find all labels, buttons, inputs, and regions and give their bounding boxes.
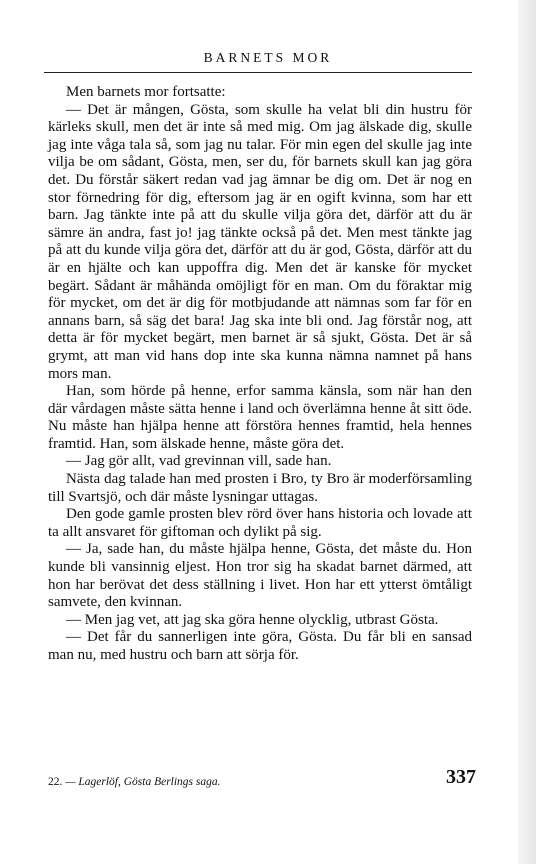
running-header: BARNETS MOR bbox=[203, 50, 333, 65]
paragraph: Den gode gamle prosten blev rörd över hans historia och lovade att ta allt ansvaret för giftoman och dylikt på sig. bbox=[48, 506, 472, 540]
paragraph: — Ja, sade han, du måste hjälpa henne, Gösta, det måste du. Hon kunde bli vansinnig eljest. Hon tror sig ha skadat barnet därmed, att hon har berövat det dess ställning i livet. Hon har ett ytterst ömtåligt samvete, den kvinnan. bbox=[48, 541, 472, 611]
page-footer bbox=[48, 766, 476, 790]
paragraph: Men barnets mor fortsatte: bbox=[66, 84, 226, 100]
paragraph: — Jag gör allt, vad grevinnan vill, sade han. bbox=[66, 453, 332, 470]
scan-edge bbox=[518, 0, 536, 864]
header-rule bbox=[44, 72, 472, 73]
paragraph: Han, som hörde på henne, erfor samma känsla, som när han den där vårdagen måste sätta henne i land och överlämna henne åt sitt öde. Nu måste han hjälpa henne att förstöra hennes framtid, hela hennes framtid. Han, som älskade henne, måste göra det. bbox=[48, 383, 472, 452]
page-number: 337 bbox=[446, 766, 476, 788]
page-body bbox=[48, 84, 472, 665]
signature-line bbox=[48, 776, 221, 788]
sheet-number: 22. bbox=[48, 776, 63, 788]
paragraph: — Det får du sannerligen inte göra, Gösta. Du får bli en sansad man nu, med hustru och barn att sörja för. bbox=[48, 629, 472, 663]
paragraph: — Men jag vet, att jag ska göra henne olycklig, utbrast Gösta. bbox=[66, 611, 439, 628]
paragraph: Nästa dag talade han med prosten i Bro, ty Bro är moderförsamling till Svartsjö, och där måste lysningar uttagas. bbox=[48, 471, 472, 505]
source-reference: — Lagerlöf, Gösta Berlings saga. bbox=[65, 776, 221, 788]
paragraph: — Det är mången, Gösta, som skulle ha velat bli din hustru för kärleks skull, men det är inte så med mig. Om jag älskade dig, skulle jag inte våga tala så, som jag nu talar. För min egen del skulle jag inte vilja be om sådant, Gösta, men, ser du, för barnets skull kan jag göra det. Du förstår säkert redan vad jag ämnar be dig om. Det är nog en stor förnedring för dig, eftersom jag är en ogift kvinna, som har ett barn. Jag tänkte inte på att du skulle vilja göra det, därför att du är sämre än andra, fast jo! jag tänkte också på det. Men mest tänkte jag på att du kunde vilja göra det, därför att du är god, Gösta, därför att du är en hjälte och kan uppoffra dig. Men det är kanske för mycket begärt. Sådant är måhända omöjligt för en man. Om du föraktar mig för mycket, om det är dig för motbjudande att nämnas som far för en annans barn, så säg det bara! Jag ska inte bli ond. Jag förstår nog, att detta är för mycket begärt, men barnet är så sjukt, Gösta. Det är så grymt, att man vid hans dop inte ska kunna nämna namnet på hans mors man. bbox=[48, 101, 472, 382]
